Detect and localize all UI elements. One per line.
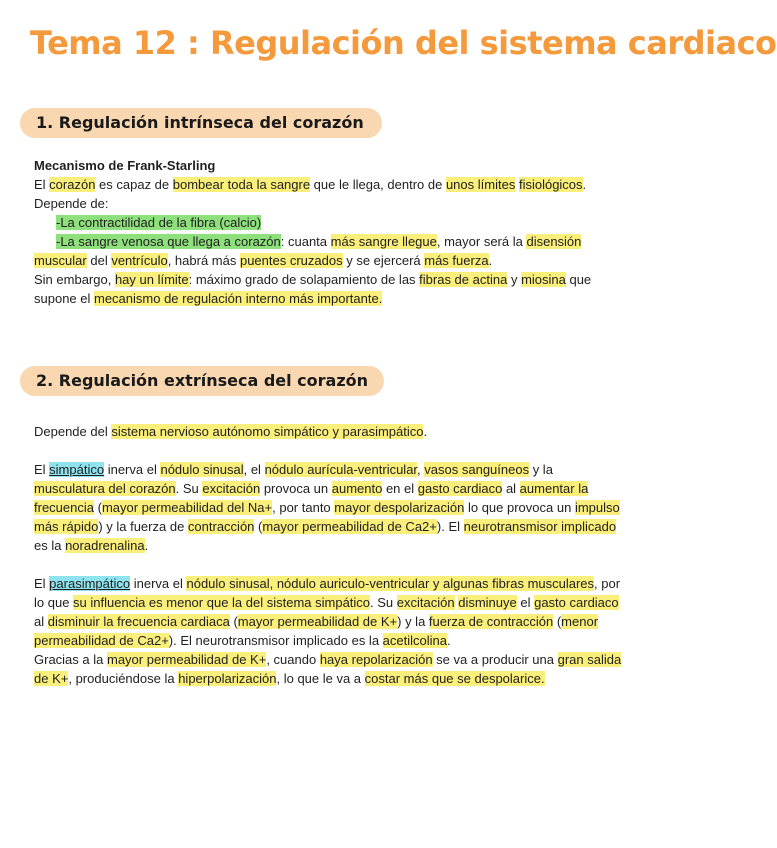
highlighted-text: puentes cruzados — [239, 253, 343, 268]
text-run: el — [516, 595, 535, 610]
highlighted-text: sistema nervioso autónomo simpático y parasimpático — [111, 424, 424, 439]
text-run: , habrá más — [167, 253, 240, 268]
text-run: ( — [553, 614, 562, 629]
highlighted-text: más fuerza — [424, 253, 489, 268]
highlighted-text: impulso más rápido — [34, 500, 620, 534]
text-run: es la — [34, 538, 66, 553]
section-body-extrinsic — [34, 422, 626, 688]
highlighted-text: unos límites — [445, 177, 516, 192]
text-run: provoca un — [260, 481, 332, 496]
highlighted-text: nódulo sinusal, nódulo auriculo-ventricular y algunas fibras musculares — [186, 576, 595, 591]
list-item — [34, 232, 626, 270]
highlighted-text: nódulo sinusal — [160, 462, 244, 477]
highlighted-text: hay un límite — [114, 272, 189, 287]
highlighted-text: fibras de actina — [419, 272, 508, 287]
highlighted-text: costar más que se despolarice. — [364, 671, 545, 686]
highlighted-text: noradrenalina — [65, 538, 145, 553]
text-run: Sin embargo, — [34, 272, 115, 287]
text-run: ( — [229, 614, 238, 629]
paragraph — [34, 175, 626, 194]
highlighted-text: miosina — [521, 272, 566, 287]
highlighted-text: excitación — [396, 595, 455, 610]
text-run: Depende de: — [34, 196, 109, 211]
text-run: . Su — [370, 595, 397, 610]
highlighted-text: ventrículo — [111, 253, 168, 268]
text-run: ( — [254, 519, 263, 534]
section-body-intrinsic — [34, 156, 626, 308]
highlighted-text: excitación — [202, 481, 261, 496]
highlighted-text: vasos sanguíneos — [424, 462, 530, 477]
highlighted-text: mayor permeabilidad de Ca2+ — [262, 519, 437, 534]
highlighted-text: mecanismo de regulación interno más importante. — [94, 291, 383, 306]
highlighted-term: parasimpático — [49, 576, 131, 591]
paragraph — [34, 194, 626, 213]
paragraph-simpatico — [34, 460, 626, 555]
highlighted-text: gasto cardiaco — [417, 481, 503, 496]
text-run: , por lo que — [34, 576, 621, 610]
text-run: : cuanta — [280, 234, 331, 249]
paragraph — [34, 270, 626, 308]
text-run: , — [417, 462, 425, 477]
highlighted-text: fisiológicos — [518, 177, 583, 192]
text-run: El — [34, 462, 50, 477]
text-run: al — [502, 481, 520, 496]
text-run: , lo que le va a — [276, 671, 365, 686]
text-run: y — [507, 272, 522, 287]
highlighted-text: neurotransmisor implicado — [463, 519, 617, 534]
text-run: y se ejercerá — [342, 253, 425, 268]
highlighted-text: disensión muscular — [34, 234, 582, 268]
text-run: que supone el — [34, 272, 592, 306]
text-run: Gracias a la — [34, 652, 107, 667]
highlighted-text: disminuye — [458, 595, 517, 610]
text-run: . — [488, 253, 493, 268]
text-run: El — [34, 177, 50, 192]
highlighted-text: nódulo aurícula-ventricular — [264, 462, 418, 477]
text-run: que le llega, dentro de — [310, 177, 446, 192]
list-item — [34, 213, 626, 232]
text-run: , mayor será la — [436, 234, 527, 249]
text-run: . — [582, 177, 587, 192]
highlighted-text: mayor permeabilidad del Na+ — [101, 500, 273, 515]
text-run: lo que provoca un — [464, 500, 575, 515]
highlighted-text: aumentar la frecuencia — [34, 481, 589, 515]
highlighted-text: musculatura del corazón — [34, 481, 176, 496]
text-run: : máximo grado de solapamiento de las — [188, 272, 420, 287]
text-run: ). El neurotransmisor implicado es la — [168, 633, 383, 648]
highlighted-term: simpático — [49, 462, 105, 477]
text-run: ) y la fuerza de — [98, 519, 188, 534]
text-run: . — [446, 633, 451, 648]
paragraph — [34, 650, 626, 688]
text-run: se va a producir una — [432, 652, 558, 667]
highlighted-text: mayor permeabilidad de K+ — [106, 652, 267, 667]
highlighted-text: contracción — [187, 519, 255, 534]
text-run: , cuando — [266, 652, 320, 667]
highlighted-text: corazón — [49, 177, 96, 192]
text-run: Depende del — [34, 424, 112, 439]
text-run: en el — [382, 481, 418, 496]
text-run: inerva el — [130, 576, 187, 591]
text-run: ). El — [436, 519, 464, 534]
highlighted-text-green: -La sangre venosa que llega a corazón — [56, 234, 281, 249]
text-run: . — [144, 538, 149, 553]
text-run: ( — [93, 500, 102, 515]
text-run: ) y la — [397, 614, 429, 629]
highlighted-text: mayor permeabilidad de K+ — [237, 614, 398, 629]
highlighted-text: aumento — [331, 481, 383, 496]
highlighted-text: fuerza de contracción — [428, 614, 554, 629]
highlighted-text: bombear toda la sangre — [172, 177, 311, 192]
highlighted-text: más sangre llegue — [330, 234, 437, 249]
highlighted-text: menor permeabilidad de Ca2+ — [34, 614, 599, 648]
section-heading-intrinsic: 1. Regulación intrínseca del corazón — [20, 108, 382, 138]
text-run: inerva el — [104, 462, 161, 477]
highlighted-text: hiperpolarización — [178, 671, 277, 686]
highlighted-text: gran salida de K+ — [34, 652, 622, 686]
text-run: y la — [529, 462, 553, 477]
text-run: El — [34, 576, 50, 591]
page-title: Tema 12 : Regulación del sistema cardiaco — [30, 24, 777, 62]
highlighted-text: mayor despolarización — [334, 500, 465, 515]
section-heading-extrinsic: 2. Regulación extrínseca del corazón — [20, 366, 384, 396]
highlighted-text: su influencia es menor que la del sistema simpático — [73, 595, 371, 610]
text-run: del — [86, 253, 112, 268]
text-run: . Su — [175, 481, 203, 496]
paragraph — [34, 422, 626, 441]
text-run: , produciéndose la — [68, 671, 179, 686]
highlighted-text-green: -La contractilidad de la fibra (calcio) — [56, 215, 262, 230]
highlighted-text: acetilcolina — [382, 633, 447, 648]
highlighted-text: haya repolarización — [319, 652, 433, 667]
text-run: . — [423, 424, 428, 439]
text-run: , el — [243, 462, 265, 477]
highlighted-text: disminuir la frecuencia cardiaca — [47, 614, 230, 629]
text-run: al — [34, 614, 48, 629]
highlighted-text: gasto cardiaco — [534, 595, 619, 610]
text-run: es capaz de — [95, 177, 173, 192]
paragraph-parasimpatico — [34, 574, 626, 650]
subheading-frank-starling: Mecanismo de Frank-Starling — [34, 158, 216, 173]
text-run: , por tanto — [272, 500, 335, 515]
